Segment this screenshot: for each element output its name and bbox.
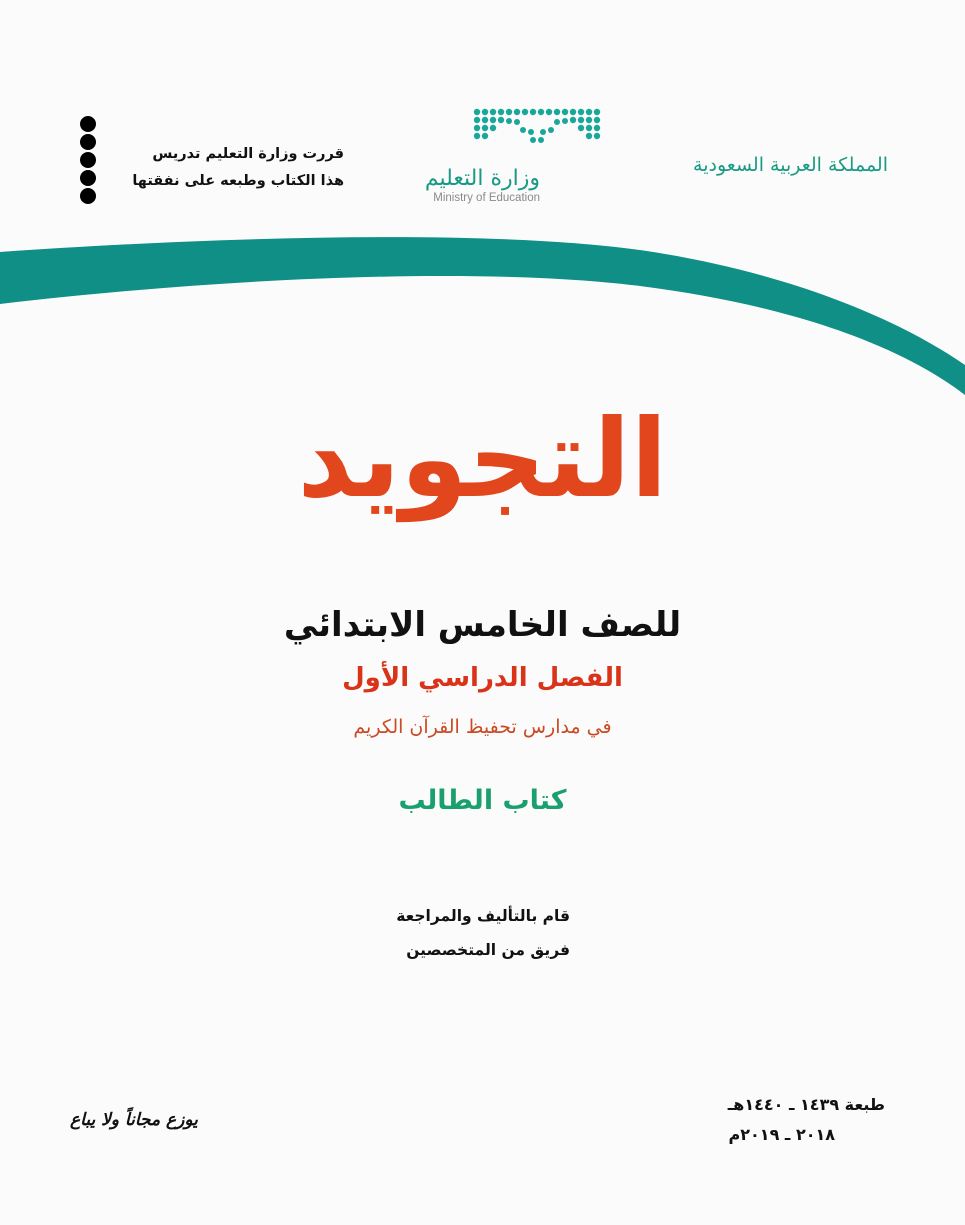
decree-line-2: هذا الكتاب وطبعه على نفقتها: [132, 173, 344, 189]
decree-dots: [79, 116, 99, 216]
dot-icon: [80, 116, 96, 132]
kingdom-name: المملكة العربية السعودية: [693, 154, 888, 176]
decree-line-1: قررت وزارة التعليم تدريس: [152, 146, 344, 162]
ministry-name-english: Ministry of Education: [433, 192, 540, 204]
credits-line-2: فريق من المتخصصين: [406, 941, 570, 959]
schools-label: في مدارس تحفيظ القرآن الكريم: [353, 716, 612, 738]
dot-icon: [80, 134, 96, 150]
ministry-name-arabic: وزارة التعليم: [424, 166, 540, 191]
decorative-band: [0, 220, 965, 400]
credits-line-1: قام بالتأليف والمراجعة: [396, 907, 570, 925]
semester-label: الفصل الدراسي الأول: [342, 663, 623, 693]
edition-gregorian: ٢٠١٨ ـ ٢٠١٩م: [728, 1125, 835, 1144]
book-title: التجويد: [297, 397, 668, 522]
book-type-label: كتاب الطالب: [398, 785, 567, 816]
dot-icon: [80, 188, 96, 204]
dot-icon: [80, 170, 96, 186]
dot-icon: [80, 152, 96, 168]
edition-hijri: طبعة ١٤٣٩ ـ ١٤٤٠هـ: [727, 1095, 885, 1114]
free-distribution-note: يوزع مجاناً ولا يباع: [70, 1110, 198, 1130]
ministry-decree: [100, 141, 344, 195]
grade-label: للصف الخامس الابتدائي: [283, 605, 682, 645]
